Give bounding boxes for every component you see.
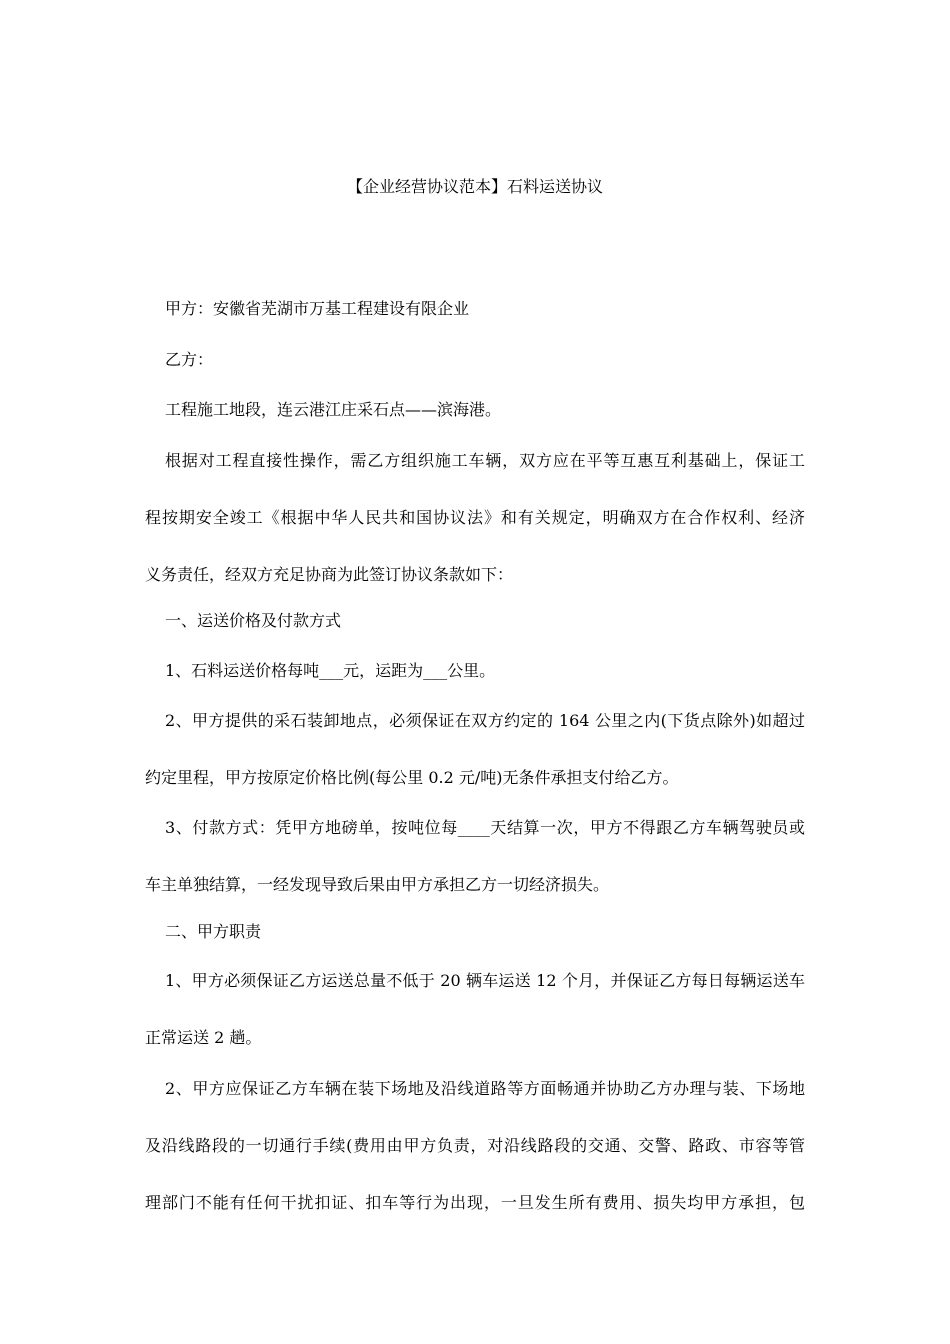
clause-line: 2、甲方应保证乙方车辆在装下场地及沿线道路等方面畅通并协助乙方办理与装、下场地 bbox=[165, 1079, 805, 1098]
clause-line: 3、付款方式：凭甲方地磅单，按吨位每____天结算一次，甲方不得跟乙方车辆驾驶员或 bbox=[165, 818, 805, 837]
party-a-line: 甲方：安徽省芜湖市万基工程建设有限企业 bbox=[165, 299, 470, 318]
clause-line: 车主单独结算，一经发现导致后果由甲方承担乙方一切经济损失。 bbox=[145, 875, 610, 894]
site-line: 工程施工地段，连云港江庄采石点——滨海港。 bbox=[165, 400, 502, 419]
document-title: 【企业经营协议范本】石料运送协议 bbox=[346, 177, 603, 196]
paragraph-line: 程按期安全竣工《根据中华人民共和国协议法》和有关规定，明确双方在合作权利、经济 bbox=[145, 508, 805, 527]
section-heading: 二、甲方职责 bbox=[165, 922, 262, 941]
clause-line: 约定里程，甲方按原定价格比例(每公里 0.2 元/吨)无条件承担支付给乙方。 bbox=[145, 768, 679, 787]
paragraph-line: 根据对工程直接性操作，需乙方组织施工车辆，双方应在平等互惠互利基础上，保证工 bbox=[165, 451, 805, 470]
clause-line: 1、石料运送价格每吨___元，运距为___公里。 bbox=[165, 661, 496, 680]
section-heading: 一、运送价格及付款方式 bbox=[165, 611, 342, 630]
clause-line: 2、甲方提供的采石装卸地点，必须保证在双方约定的 164 公里之内(下货点除外)如超过 bbox=[165, 711, 805, 730]
clause-line: 正常运送 2 趟。 bbox=[145, 1028, 262, 1047]
clause-line: 1、甲方必须保证乙方运送总量不低于 20 辆车运送 12 个月，并保证乙方每日每辆运送车 bbox=[165, 971, 805, 990]
paragraph-line: 义务责任，经双方充足协商为此签订协议条款如下： bbox=[145, 565, 514, 584]
party-b-line: 乙方： bbox=[165, 350, 214, 369]
clause-line: 及沿线路段的一切通行手续(费用由甲方负责，对沿线路段的交通、交警、路政、市容等管 bbox=[145, 1136, 805, 1155]
clause-line: 理部门不能有任何干扰扣证、扣车等行为出现，一旦发生所有费用、损失均甲方承担，包 bbox=[145, 1193, 805, 1212]
